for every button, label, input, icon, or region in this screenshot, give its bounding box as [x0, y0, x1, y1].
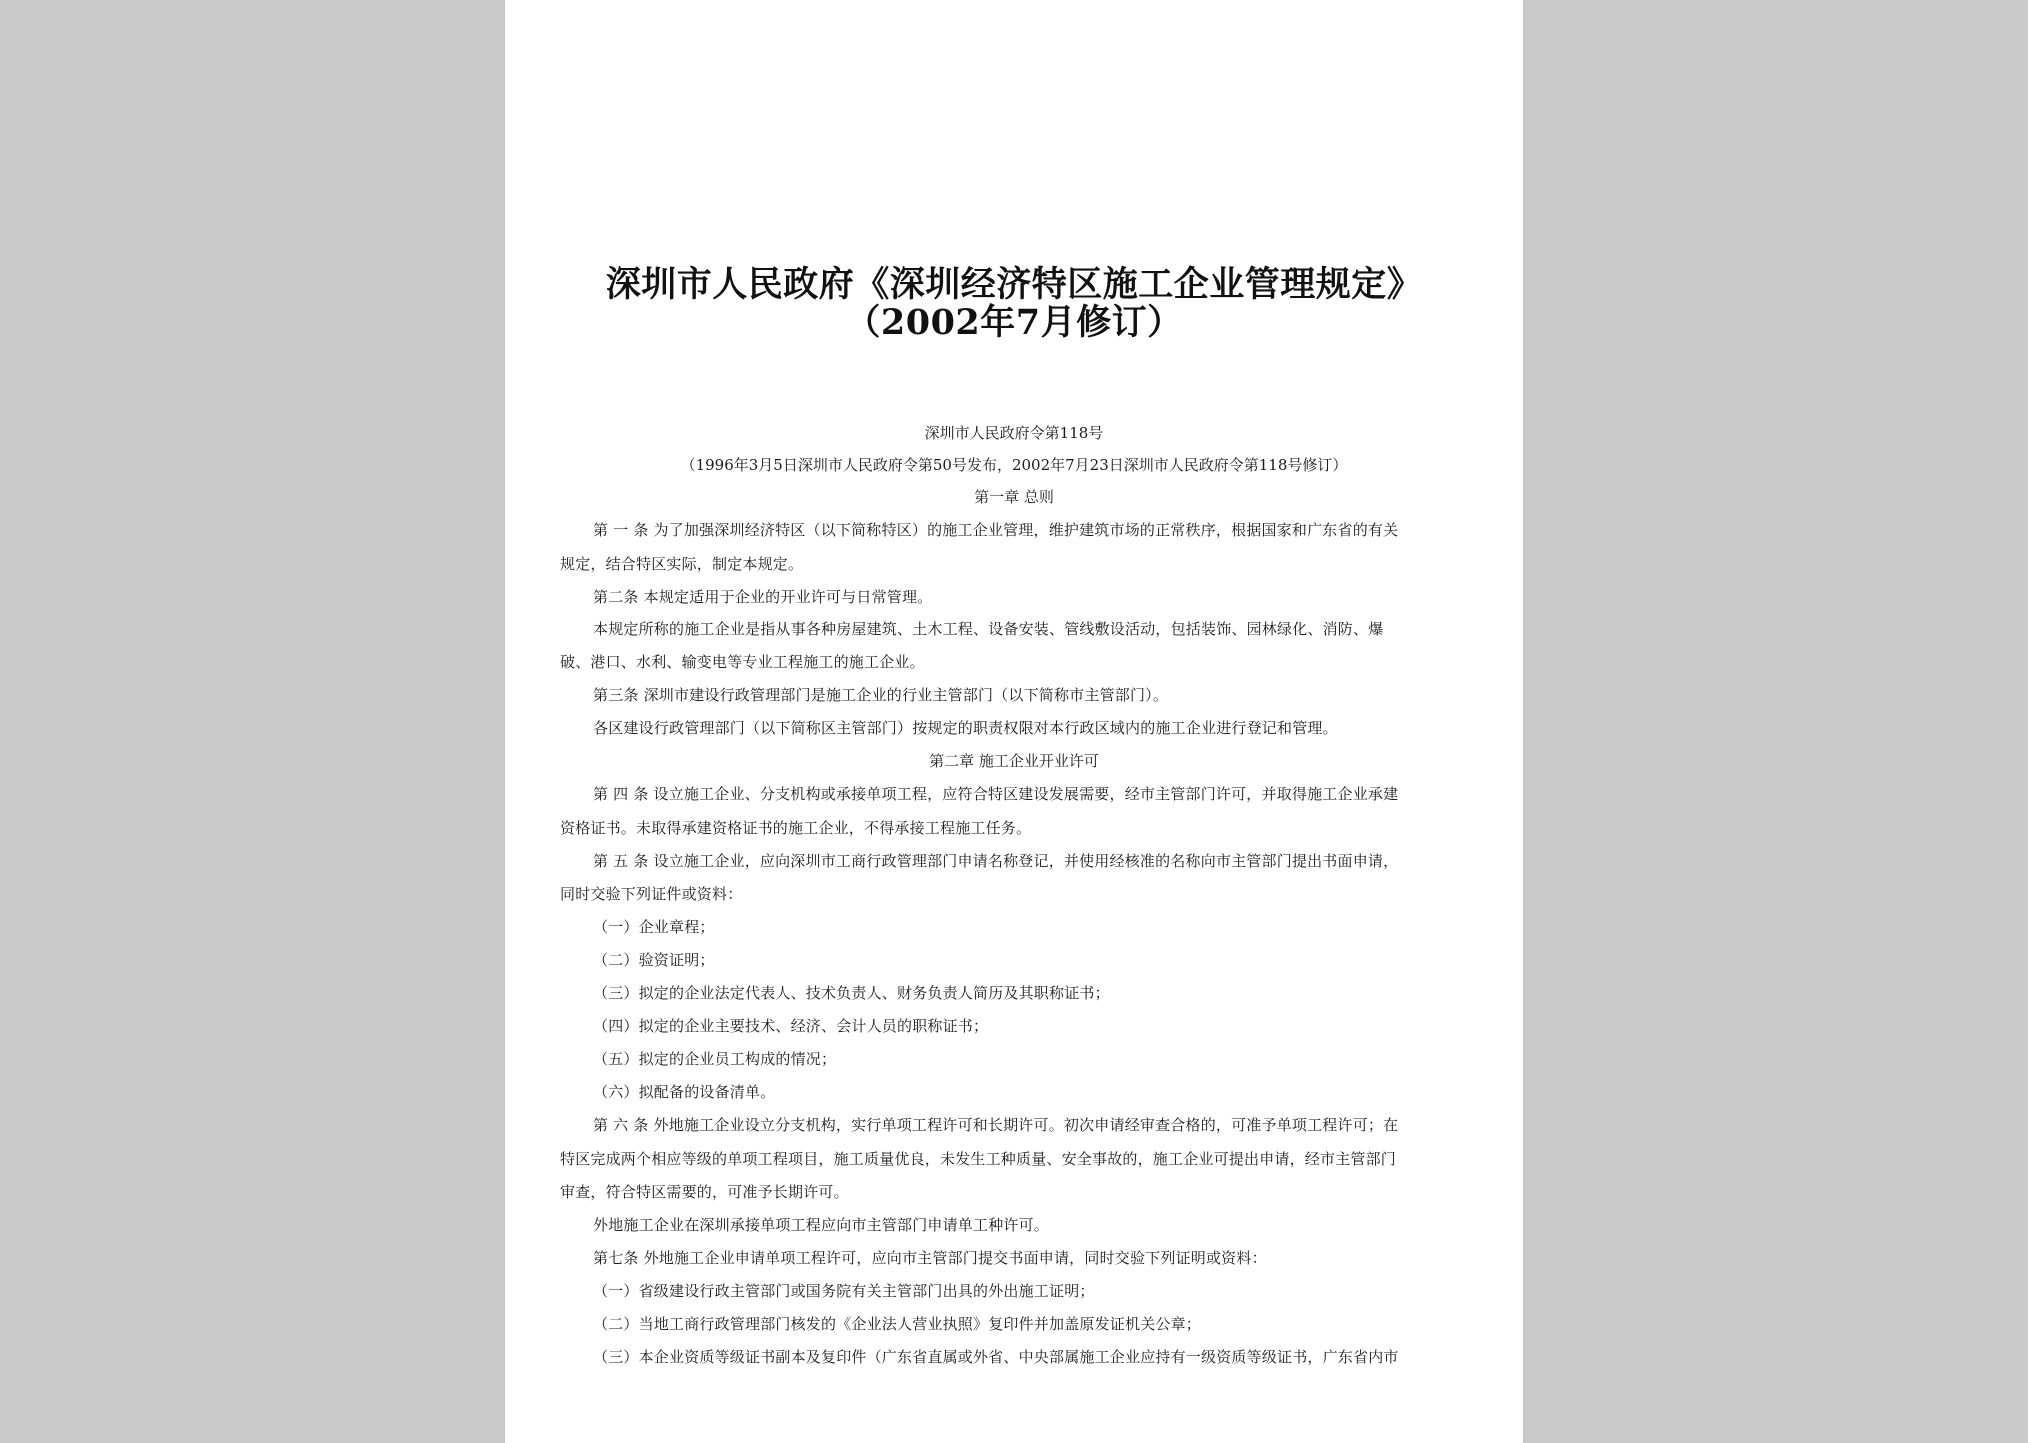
- chapter-heading-2: 第二章 施工企业开业许可: [929, 752, 1099, 770]
- text-line: 同时交验下列证件或资料：: [560, 885, 743, 903]
- list-item: （一）企业章程；: [593, 918, 715, 936]
- document-title-line-2: （2002年7月修订）: [845, 302, 1183, 343]
- text-line: 本规定所称的施工企业是指从事各种房屋建筑、土木工程、设备安装、管线敷设活动，包括装饰、园林绿化、消防、爆: [593, 620, 1384, 638]
- text-line: 资格证书。未取得承建资格证书的施工企业，不得承接工程施工任务。: [560, 819, 1032, 837]
- order-number: 深圳市人民政府令第118号: [924, 424, 1104, 442]
- list-item: （三）拟定的企业法定代表人、技术负责人、财务负责人简历及其职称证书；: [593, 984, 1110, 1002]
- text-line: 第 一 条 为了加强深圳经济特区（以下简称特区）的施工企业管理，维护建筑市场的正常秩序，根据国家和广东省的有关: [593, 521, 1399, 539]
- list-item: （四）拟定的企业主要技术、经济、会计人员的职称证书；: [593, 1017, 989, 1035]
- document-title-line-1: 深圳市人民政府《深圳经济特区施工企业管理规定》: [605, 264, 1423, 305]
- text-line: 第 六 条 外地施工企业设立分支机构，实行单项工程许可和长期许可。初次申请经审查合格的，可准予单项工程许可；在: [593, 1116, 1399, 1134]
- list-item: （一）省级建设行政主管部门或国务院有关主管部门出具的外出施工证明；: [593, 1282, 1095, 1300]
- text-line: 第 五 条 设立施工企业，应向深圳市工商行政管理部门申请名称登记，并使用经核准的名称向市主管部门提出书面申请，: [593, 852, 1399, 870]
- document-page: [505, 0, 1523, 1443]
- list-item: （六）拟配备的设备清单。: [593, 1083, 776, 1101]
- chapter-heading-1: 第一章 总则: [974, 488, 1054, 506]
- list-item: （三）本企业资质等级证书副本及复印件（广东省直属或外省、中央部属施工企业应持有一级资质等级证书，广东省内市: [593, 1348, 1399, 1366]
- list-item: （二）验资证明；: [593, 951, 715, 969]
- text-line: 审查，符合特区需要的，可准予长期许可。: [560, 1183, 849, 1201]
- text-line: 第 四 条 设立施工企业、分支机构或承接单项工程，应符合特区建设发展需要，经市主管部门许可，并取得施工企业承建: [593, 785, 1399, 803]
- text-line: 外地施工企业在深圳承接单项工程应向市主管部门申请单工种许可。: [593, 1216, 1050, 1234]
- text-line: 第二条 本规定适用于企业的开业许可与日常管理。: [593, 588, 933, 606]
- text-line: 第三条 深圳市建设行政管理部门是施工企业的行业主管部门（以下简称市主管部门）。: [593, 686, 1169, 704]
- list-item: （五）拟定的企业员工构成的情况；: [593, 1050, 837, 1068]
- text-line: 第七条 外地施工企业申请单项工程许可，应向市主管部门提交书面申请，同时交验下列证明或资料：: [593, 1249, 1267, 1267]
- history-note: （1996年3月5日深圳市人民政府令第50号发布，2002年7月23日深圳市人民政府令第118号修订）: [680, 456, 1348, 474]
- text-line: 特区完成两个相应等级的单项工程项目，施工质量优良，未发生工种质量、安全事故的，施工企业可提出申请，经市主管部门: [560, 1150, 1397, 1168]
- text-line: 破、港口、水利、输变电等专业工程施工的施工企业。: [560, 653, 925, 671]
- text-line: 规定，结合特区实际，制定本规定。: [560, 555, 804, 573]
- text-line: 各区建设行政管理部门（以下简称区主管部门）按规定的职责权限对本行政区域内的施工企业进行登记和管理。: [593, 719, 1338, 737]
- list-item: （二）当地工商行政管理部门核发的《企业法人营业执照》复印件并加盖原发证机关公章；: [593, 1315, 1202, 1333]
